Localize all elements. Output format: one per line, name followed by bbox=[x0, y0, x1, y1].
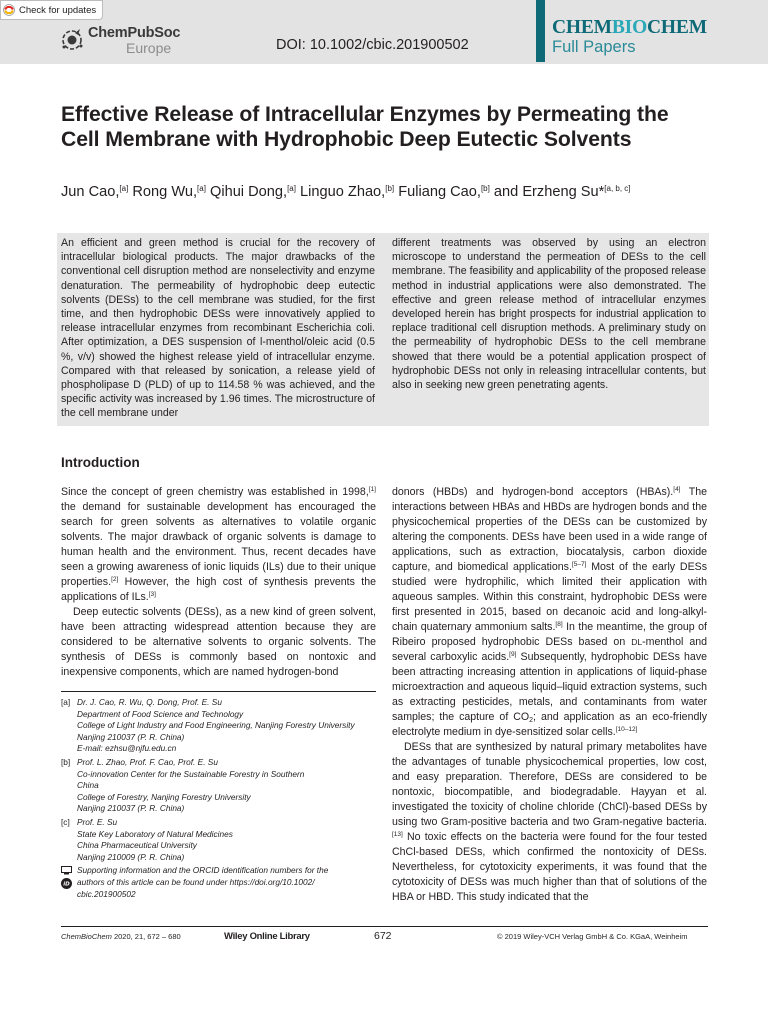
chempubsoc-emblem-icon bbox=[60, 27, 86, 53]
affiliation-footnotes bbox=[61, 697, 376, 900]
check-for-updates-button[interactable] bbox=[0, 0, 103, 20]
author-name: Jun Cao, bbox=[61, 184, 120, 200]
paragraph: DESs that are synthesized by natural primary metabolites have the advantages of tunable physicochemical properties, low cost, and easy preparation. Therefore, DESs are considered to be nontoxic, biocompatible, and biodegradable. Hayyan et al. investigated the toxicity of choline chloride (ChCl)-based DESs by using two Gram-positive bacteria and two Gram-negative bacteria.[13] No toxic effects on the bacteria were found for the four tested ChCl-based DESs, which confirmed the nontoxicity of DESs. Nevertheless, for cytotoxicity experiments, it was found that the cytotoxicity of DESs was much higher than that of solutions of the HBA or HBD. This study indicated that the bbox=[392, 741, 707, 903]
affiliation-c: [c] Prof. E. Su State Key Laboratory of Natural Medicines China Pharmaceutical University Nanjing 210009 (P. R. China) bbox=[61, 816, 233, 862]
author-affiliation: [a] bbox=[119, 184, 129, 193]
doi-link[interactable]: DOI: 10.1002/cbic.201900502 bbox=[276, 37, 469, 53]
journal-title-part1: CHEM bbox=[552, 17, 612, 38]
supporting-info-note[interactable]: iD Supporting information and the ORCID identification numbers for the authors of this article can be found under https://doi.org/10.1002/ cbic.201900502 bbox=[61, 865, 376, 900]
check-updates-label: Check for updates bbox=[19, 4, 97, 16]
author-email[interactable]: E-mail: ezhsu@njfu.edu.cn bbox=[77, 743, 177, 754]
section-type: Full Papers bbox=[552, 38, 636, 56]
body-left-column bbox=[61, 485, 376, 680]
author-affiliation: [a] bbox=[287, 184, 296, 193]
citation-ref[interactable]: [9] bbox=[509, 651, 517, 658]
publisher-name: ChemPubSoc bbox=[88, 25, 181, 41]
author-name: Qihui Dong, bbox=[209, 184, 288, 200]
citation-ref[interactable]: [13] bbox=[392, 831, 403, 838]
article-title: Effective Release of Intracellular Enzymes by Permeating the Cell Membrane with Hydrophobic Deep Eutectic Solvents bbox=[61, 103, 669, 151]
affiliation-a: [a] Dr. J. Cao, R. Wu, Q. Dong, Prof. E. Su Department of Food Science and Technology College of Light Industry and Food Engineering, Nanjing Forestry University Nanjing 210037 (P. R. China) E-mail: ezhsu@njfu.edu.cn bbox=[61, 697, 376, 755]
citation-ref[interactable]: [3] bbox=[148, 591, 156, 598]
affiliation-b: [b] Prof. L. Zhao, Prof. F. Cao, Prof. E. Su Co-innovation Center for the Sustainable Forestry in Southern China College of Forestry, Nanjing Forestry University Nanjing 210037 (P. R. China) bbox=[61, 756, 305, 814]
author-name: and Erzheng Su* bbox=[493, 184, 605, 200]
citation-ref[interactable]: [2] bbox=[111, 576, 119, 583]
journal-title-part3: CHEM bbox=[647, 17, 707, 38]
journal-title-part2: BIO bbox=[611, 17, 648, 38]
author-affiliation: [b] bbox=[480, 184, 490, 193]
footnote-divider bbox=[61, 691, 376, 692]
paragraph: Since the concept of green chemistry was established in 1998,[1] the demand for sustainable development has encouraged the search for green solvents as alternatives to volatile organic solvents. The major drawback of organic solvents is damage to human health and the environment. Thus, recent decades have seen a growing awareness of ionic liquids (ILs) due to their unique properties.[2] However, the high cost of synthesis prevents the applications of ILs.[3] bbox=[61, 486, 376, 603]
author-name: Linguo Zhao, bbox=[300, 184, 386, 200]
citation-ref[interactable]: [5–7] bbox=[571, 561, 587, 568]
publisher-region: Europe bbox=[126, 40, 172, 56]
journal-accent-bar bbox=[536, 0, 545, 62]
citation-ref[interactable]: [10–12] bbox=[615, 726, 638, 733]
copyright-notice: © 2019 Wiley-VCH Verlag GmbH & Co. KGaA, Weinheim bbox=[497, 932, 688, 941]
monitor-icon bbox=[61, 866, 72, 875]
orcid-icon bbox=[61, 878, 72, 889]
citation-ref[interactable]: [1] bbox=[368, 486, 376, 493]
footer-divider bbox=[61, 926, 708, 927]
section-heading-introduction: Introduction bbox=[61, 455, 140, 470]
page-number: 672 bbox=[374, 930, 392, 942]
author-affiliation: [a] bbox=[197, 184, 206, 193]
check-updates-icon bbox=[3, 4, 15, 16]
paragraph: donors (HBDs) and hydrogen-bond acceptors (HBAs).[4] The interactions between HBAs and HBDs are hydrogen bonds and the physicochemical properties of the DESs can be customized by altering the components. DESs have been used in a wide range of applications, such as extraction, biocatalysis, carbon dioxide capture, and biomedical applications.[5–7] Most of the early DESs studied were hydrophilic, which limited their application with aqueous samples. Within this constraint, hydrophobic DESs were first presented in 2015, based on decanoic acid and long-alkyl-chain quaternary ammonium salts.[8] In the meantime, the group of Ribeiro proposed hydrophobic DESs based on DL-menthol and several carboxylic acids.[9] Subsequently, hydrophobic DESs have been attracting increasing attention in applications of liquid-phase microextraction and aqueous liquid–liquid extraction systems, such as extracting pesticides, metals, and contaminants from water samples; the capture of $CO_2$; and application as an eco-friendly electrolyte medium in dye-sensitized solar cells.[10–12] bbox=[392, 486, 708, 738]
svg-text:iD: iD bbox=[63, 881, 70, 888]
citation-ref[interactable]: [4] bbox=[673, 486, 681, 493]
footer-citation: ChemBioChem 2020, 21, 672 – 680 bbox=[61, 932, 181, 941]
paragraph: Deep eutectic solvents (DESs), as a new kind of green solvent, have been attracting widespread attention because they are considered to be alternative solvents to organic solvents. The synthesis of DESs is commonly based on nontoxic and inexpensive components, which are named hydrogen-bond bbox=[61, 606, 376, 678]
author-affiliation: [a, b, c] bbox=[604, 184, 631, 193]
author-affiliation: [b] bbox=[385, 184, 395, 193]
author-name: Fuliang Cao, bbox=[398, 184, 481, 200]
author-list bbox=[61, 184, 631, 200]
journal-title bbox=[552, 17, 707, 39]
abstract-left-column: An efficient and green method is crucial for the recovery of intracellular biological products. The major drawbacks of the conventional cell disruption method are nonselectivity and enzyme denaturation. The permeability of hydrophobic deep eutectic solvents (DESs) to the cell membrane was studied, for the first time, and then hydrophobic DESs were innovatively applied to release intracellular enzymes from recombinant Escherichia coli. After optimization, a DES suspension of l-menthol/oleic acid (0.5 %, v/v) showed the highest release yield of intracellular enzyme. Compared with that released by sonication, a release yield of phospholipase D (PLD) of up to 114.58 % was achieved, and the specific activity was increased by 1.96 times. The microstructure of the cell membrane under bbox=[61, 237, 375, 420]
author-name: Rong Wu, bbox=[132, 184, 198, 200]
wiley-online-library-link[interactable]: Wiley Online Library bbox=[224, 931, 310, 942]
citation-ref[interactable]: [8] bbox=[555, 621, 563, 628]
body-right-column bbox=[392, 485, 707, 905]
abstract-right-column: different treatments was observed by using an electron microscope to understand the permeation of DESs to the cell membrane. The feasibility and applicability of the proposed release method in industrial applications were also demonstrated. The effective and green release method of intracellular enzymes developed herein has bright prospects for industrial application to replace traditional cell disruption methods. A preliminary study on the permeability of hydrophobic DESs to the cell membrane showed that there would be a potential application prospect of hydrophobic DESs not only in releasing intracellular contents, but also in seeking new green penetrating agents. bbox=[392, 237, 706, 392]
